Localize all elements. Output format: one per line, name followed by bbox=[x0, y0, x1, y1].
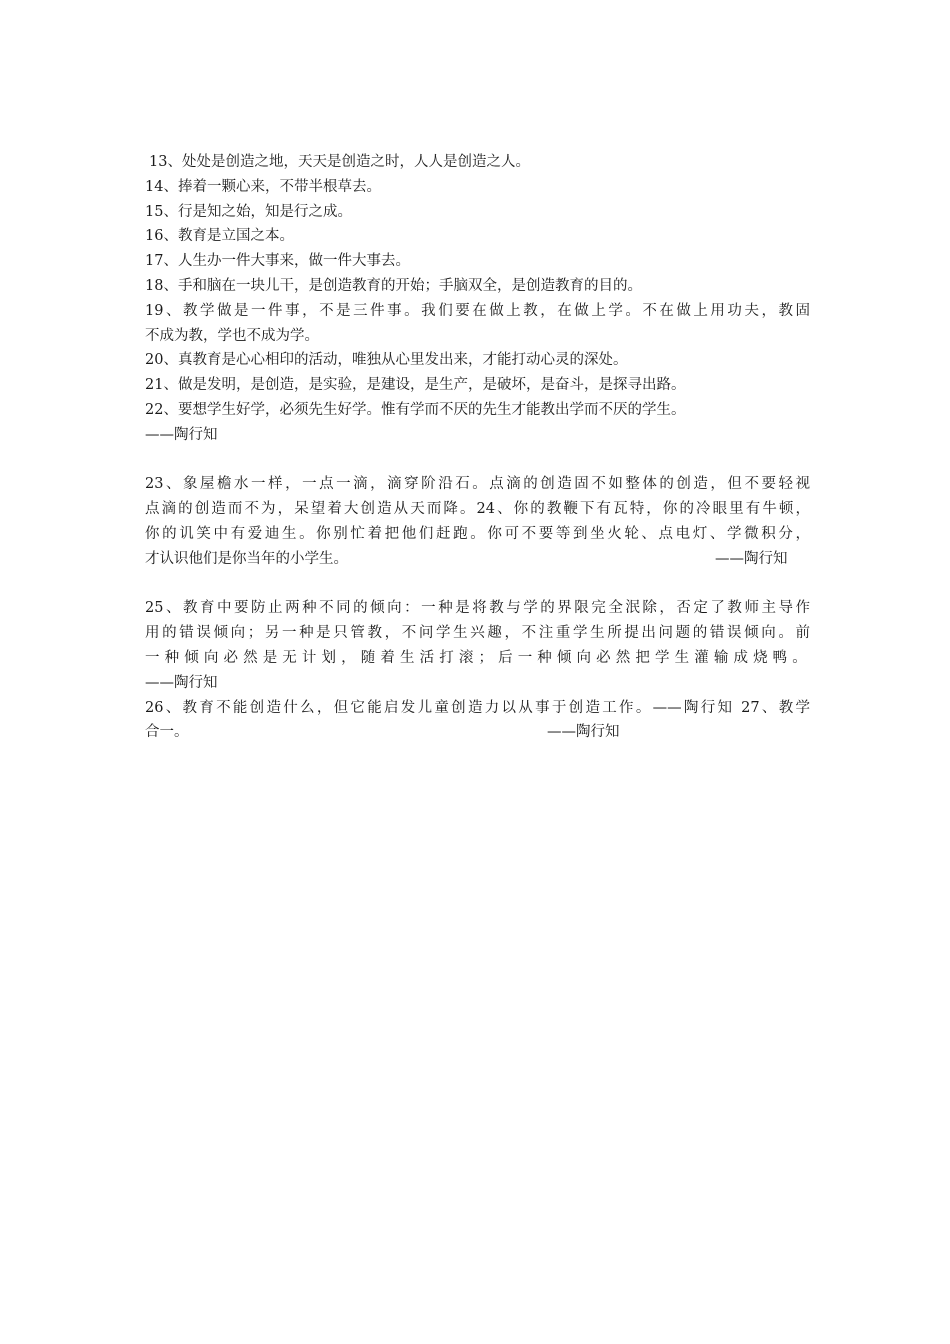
author-attribution: ——陶行知 bbox=[715, 550, 788, 567]
quote-line: 你的讥笑中有爱迪生。你别忙着把他们赶跑。你可不要等到坐火轮、点电灯、学微积分， bbox=[145, 525, 810, 542]
quote-line: 14、捧着一颗心来，不带半根草去。 bbox=[145, 178, 381, 195]
quote-line: 23、象屋檐水一样，一点一滴，滴穿阶沿石。点滴的创造固不如整体的创造，但不要轻视 bbox=[145, 476, 810, 493]
quote-line: 21、做是发明，是创造，是实验，是建设，是生产，是破坏，是奋斗，是探寻出路。 bbox=[145, 377, 686, 394]
document-body bbox=[145, 150, 810, 745]
author-attribution: ——陶行知 bbox=[547, 724, 620, 741]
quote-text: 才认识他们是你当年的小学生。 bbox=[145, 550, 348, 567]
paragraph-gap bbox=[145, 572, 810, 597]
quote-line: 一种倾向必然是无计划，随着生活打滚；后一种倾向必然把学生灌输成烧鸭。 bbox=[145, 649, 810, 666]
quote-line: 用的错误倾向；另一种是只管教，不问学生兴趣，不注重学生所提出问题的错误倾向。前 bbox=[145, 625, 810, 642]
quote-line: 22、要想学生好学，必须先生好学。惟有学而不厌的先生才能教出学而不厌的学生。 bbox=[145, 401, 686, 418]
quote-text: 合一。 bbox=[145, 724, 189, 741]
quote-line: 26、教育不能创造什么，但它能启发儿童创造力以从事于创造工作。——陶行知 27、教学 bbox=[145, 699, 810, 716]
quote-line: 19、教学做是一件事，不是三件事。我们要在做上教，在做上学。不在做上用功夫，教固 bbox=[145, 302, 810, 319]
quote-line-with-author bbox=[145, 547, 810, 572]
quote-line: 点滴的创造而不为，呆望着大创造从天而降。24、你的教鞭下有瓦特，你的冷眼里有牛顿， bbox=[145, 501, 810, 518]
quote-line: 17、人生办一件大事来，做一件大事去。 bbox=[145, 253, 410, 270]
quote-line: 13、处处是创造之地，天天是创造之时，人人是创造之人。 bbox=[149, 154, 530, 170]
quote-line-with-author bbox=[145, 720, 810, 745]
quote-line: 25、教育中要防止两种不同的倾向：一种是将教与学的界限完全泯除，否定了教师主导作 bbox=[145, 600, 810, 617]
quote-line: 不成为教，学也不成为学。 bbox=[145, 327, 319, 344]
author-attribution: ——陶行知 bbox=[145, 426, 218, 443]
quote-line: 15、行是知之始，知是行之成。 bbox=[145, 203, 352, 220]
quote-line: 18、手和脑在一块儿干，是创造教育的开始；手脑双全，是创造教育的目的。 bbox=[145, 277, 642, 294]
quote-line: 16、教育是立国之本。 bbox=[145, 228, 294, 245]
author-attribution: ——陶行知 bbox=[145, 674, 218, 691]
paragraph-gap bbox=[145, 448, 810, 473]
quote-line: 20、真教育是心心相印的活动，唯独从心里发出来，才能打动心灵的深处。 bbox=[145, 352, 628, 369]
